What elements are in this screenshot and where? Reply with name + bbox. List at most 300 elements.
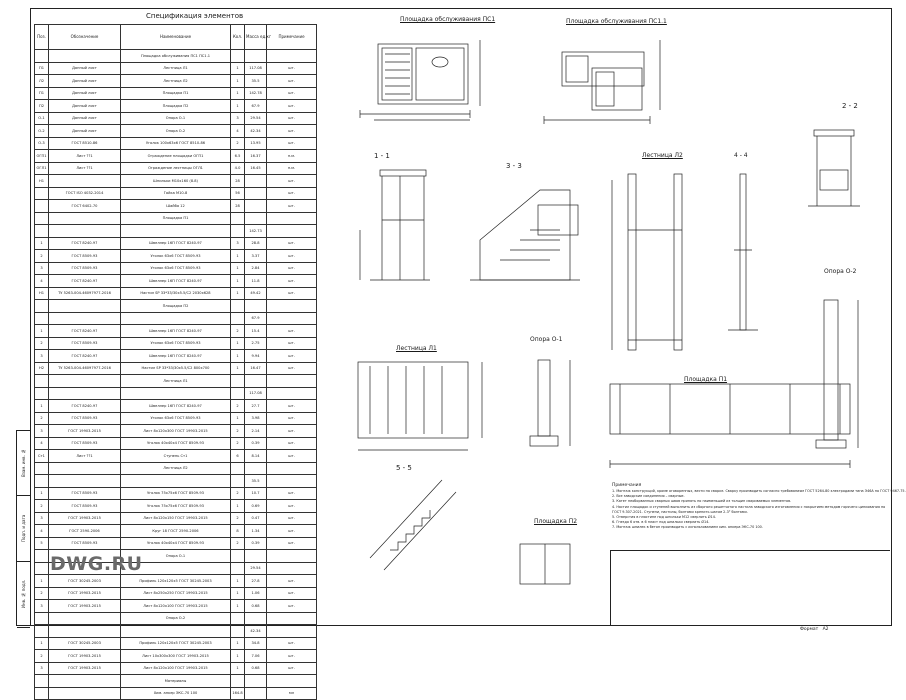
spec-cell: Ограждение лестницы ОГЛ1 <box>121 162 231 175</box>
spec-cell: ТУ 5263-004-46097977-2016 <box>49 362 121 375</box>
spec-cell <box>35 687 49 700</box>
view-title-l1: Лестница Л1 <box>396 345 437 352</box>
spec-cell: Настил SP 33*33/30х5.5/С2 2030х628 <box>121 287 231 300</box>
spec-cell: 1 <box>231 75 245 88</box>
spec-cell <box>231 300 245 313</box>
spec-cell <box>35 675 49 688</box>
spec-cell <box>231 50 245 63</box>
spec-row <box>35 362 317 375</box>
spec-cell: ГОСТ 8509-93 <box>49 487 121 500</box>
spec-cell: Лист 8х120х150 ГОСТ 19903-2015 <box>121 512 231 525</box>
spec-cell <box>245 300 267 313</box>
spec-cell: 142.73 <box>245 225 267 238</box>
spec-cell: 6 <box>231 450 245 463</box>
spec-cell: ОГЛ1 <box>35 162 49 175</box>
spec-cell: 2 <box>35 337 49 350</box>
spec-cell: ГОСТ 8240-97 <box>49 400 121 413</box>
spec-cell <box>267 50 317 63</box>
spec-cell <box>267 475 317 488</box>
notes-block <box>612 482 906 531</box>
spec-cell <box>231 375 245 388</box>
section-2-2 <box>808 130 860 206</box>
spec-cell: ГОСТ 19903-2015 <box>49 662 121 675</box>
title-block <box>610 550 890 626</box>
spec-cell: 49.42 <box>245 287 267 300</box>
spec-cell: Лист ??1 <box>49 150 121 163</box>
spec-section-row <box>35 462 317 475</box>
spec-section-row <box>35 300 317 313</box>
spec-cell: шт. <box>267 537 317 550</box>
spec-cell: 3.37 <box>245 250 267 263</box>
spec-cell: 1.34 <box>245 525 267 538</box>
spec-cell: 3 <box>231 112 245 125</box>
spec-row <box>35 437 317 450</box>
spec-cell: шт. <box>267 275 317 288</box>
spec-row <box>35 387 317 400</box>
spec-cell: 0.69 <box>245 500 267 513</box>
spec-cell: шт. <box>267 125 317 138</box>
section-1-1 <box>360 170 430 280</box>
spec-cell: ГОСТ 8240-97 <box>49 325 121 338</box>
spec-cell: 15.4 <box>245 325 267 338</box>
spec-cell: Шайба 12 <box>121 200 231 213</box>
spec-cell <box>231 462 245 475</box>
spec-cell: П1 <box>35 87 49 100</box>
spec-section-row <box>35 212 317 225</box>
spec-row <box>35 500 317 513</box>
spec-cell: ГОСТ 8509-93 <box>49 500 121 513</box>
view-title-2-2: 2 - 2 <box>842 102 858 110</box>
spec-cell: 3 <box>35 425 49 438</box>
spec-cell: шт. <box>267 175 317 188</box>
spec-cell <box>267 212 317 225</box>
spec-cell: 2 <box>35 587 49 600</box>
spec-cell: ГОСТ 8509-93 <box>49 537 121 550</box>
spec-cell: Круг 18 ГОСТ 2590-2006 <box>121 525 231 538</box>
spec-cell <box>35 200 49 213</box>
view-title-3-3: 3 - 3 <box>506 162 522 170</box>
spec-cell: 1 <box>231 637 245 650</box>
spec-cell: 4 <box>35 275 49 288</box>
spec-cell: 35.5 <box>245 475 267 488</box>
spec-cell: 10.7 <box>245 487 267 500</box>
spec-cell: 8.14 <box>245 450 267 463</box>
spec-cell: ГОСТ 19903-2015 <box>49 512 121 525</box>
spec-cell: 13.95 <box>245 137 267 150</box>
spec-cell: 2 <box>35 250 49 263</box>
spec-cell <box>49 300 121 313</box>
spec-cell <box>121 625 231 638</box>
spec-section-title: Опора О-1 <box>121 550 231 563</box>
spec-cell: 1 <box>231 650 245 663</box>
spec-cell: Профиль 120х120х5 ГОСТ 30245-2003 <box>121 637 231 650</box>
spec-cell: Л2 <box>35 75 49 88</box>
spec-cell: 1 <box>35 575 49 588</box>
spec-cell: 8 <box>231 525 245 538</box>
spec-cell: Данный лист <box>49 75 121 88</box>
spec-row <box>35 525 317 538</box>
spec-row <box>35 162 317 175</box>
spec-cell <box>35 612 49 625</box>
spec-section-title: Площадка П1 <box>121 212 231 225</box>
spec-cell: 2.84 <box>245 262 267 275</box>
support-o2 <box>816 300 858 448</box>
spec-row <box>35 637 317 650</box>
spec-cell: 34.8 <box>245 637 267 650</box>
spec-cell <box>267 300 317 313</box>
spec-cell <box>267 625 317 638</box>
notes-title: Примечания <box>612 483 642 488</box>
spec-cell: Лестница Л1 <box>121 62 231 75</box>
spec-header-cell: Кол. <box>231 25 245 50</box>
spec-cell: Данный лист <box>49 125 121 138</box>
spec-cell: шт. <box>267 250 317 263</box>
spec-cell: 35.5 <box>245 75 267 88</box>
spec-cell: Лист ??1 <box>49 450 121 463</box>
spec-row <box>35 625 317 638</box>
spec-cell <box>231 625 245 638</box>
spec-cell <box>231 675 245 688</box>
spec-row <box>35 575 317 588</box>
format-label <box>800 627 829 632</box>
spec-cell: шт. <box>267 112 317 125</box>
spec-row <box>35 600 317 613</box>
spec-cell <box>267 562 317 575</box>
spec-cell <box>49 387 121 400</box>
spec-cell: 117.08 <box>245 387 267 400</box>
view-title-ps11: Площадка обслуживания ПС1.1 <box>566 18 667 25</box>
spec-cell: Н2 <box>35 362 49 375</box>
spec-cell: 2 <box>231 400 245 413</box>
spec-cell: 2 <box>231 325 245 338</box>
spec-cell: 2 <box>35 500 49 513</box>
view-title-5-5: 5 - 5 <box>396 464 412 472</box>
spec-cell <box>49 462 121 475</box>
spec-cell: ГОСТ 8240-97 <box>49 350 121 363</box>
spec-cell: ГОСТ 8509-93 <box>49 437 121 450</box>
spec-cell <box>245 50 267 63</box>
spec-cell: Уголок 75х75х6 ГОСТ 8509-93 <box>121 487 231 500</box>
spec-cell: 11.8 <box>245 275 267 288</box>
spec-cell: ГОСТ ISO 4032-2014 <box>49 187 121 200</box>
spec-row <box>35 87 317 100</box>
spec-cell: 56 <box>231 187 245 200</box>
spec-cell: 2 <box>231 437 245 450</box>
spec-cell: Опора О-2 <box>121 125 231 138</box>
spec-row <box>35 325 317 338</box>
spec-cell: 3.98 <box>245 412 267 425</box>
spec-cell: ГОСТ 8240-97 <box>49 275 121 288</box>
spec-cell: 1 <box>231 287 245 300</box>
spec-cell: 16.37 <box>245 150 267 163</box>
spec-cell: 42.34 <box>245 125 267 138</box>
section-3-3 <box>470 190 580 280</box>
spec-cell <box>49 312 121 325</box>
spec-section-title: Лестница Л2 <box>121 462 231 475</box>
spec-cell: ГОСТ 19903-2015 <box>49 587 121 600</box>
spec-cell: ГОСТ 19903-2015 <box>49 650 121 663</box>
spec-cell <box>35 50 49 63</box>
spec-table <box>34 24 317 700</box>
spec-cell: 0.39 <box>245 437 267 450</box>
spec-cell: Лист 10х300х300 ГОСТ 19903-2015 <box>121 650 231 663</box>
sidebar-stamp <box>16 430 30 626</box>
spec-cell: шт. <box>267 237 317 250</box>
view-title-p2: Площадка П2 <box>534 518 578 525</box>
spec-cell <box>245 212 267 225</box>
spec-cell: 28.8 <box>245 237 267 250</box>
spec-cell: 117.08 <box>245 62 267 75</box>
spec-cell <box>121 312 231 325</box>
spec-cell: 3 <box>35 262 49 275</box>
spec-cell: 4 <box>35 525 49 538</box>
format-label-text: Формат <box>800 627 819 632</box>
spec-cell: шт. <box>267 587 317 600</box>
spec-cell <box>267 225 317 238</box>
spec-cell <box>245 375 267 388</box>
spec-cell: ГОСТ 19903-2015 <box>49 600 121 613</box>
plan-ps1 <box>360 40 480 120</box>
spec-cell <box>267 375 317 388</box>
spec-cell: 3 <box>35 662 49 675</box>
spec-section-title: Площадка П2 <box>121 300 231 313</box>
spec-cell: Н1 <box>35 175 49 188</box>
spec-row <box>35 275 317 288</box>
spec-cell <box>231 550 245 563</box>
spec-cell: Уголок 75х75х6 ГОСТ 8509-93 <box>121 500 231 513</box>
spec-cell: ТУ 5263-004-46097977-2016 <box>49 287 121 300</box>
spec-body <box>35 50 317 700</box>
spec-cell: 1 <box>231 412 245 425</box>
spec-row <box>35 475 317 488</box>
spec-cell: шт. <box>267 575 317 588</box>
spec-cell <box>245 200 267 213</box>
spec-cell <box>49 687 121 700</box>
spec-cell <box>35 387 49 400</box>
spec-cell: 28 <box>231 200 245 213</box>
spec-cell: шт. <box>267 100 317 113</box>
spec-cell: 1 <box>231 262 245 275</box>
spec-cell: Лист 8х120х100 ГОСТ 19903-2015 <box>121 662 231 675</box>
spec-cell: Площадка П1 <box>121 87 231 100</box>
spec-header-cell: Поз. <box>35 25 49 50</box>
spec-cell: 4 <box>231 125 245 138</box>
view-title-ps1: Площадка обслуживания ПС1 <box>400 16 496 23</box>
spec-cell: Шпильки М10х160 (8.8) <box>121 175 231 188</box>
view-title-o2: Опора О-2 <box>824 268 857 275</box>
spec-row <box>35 175 317 188</box>
spec-cell: 1 <box>35 637 49 650</box>
note-line: 6. Гнездо 6 отв. в 6 пласт под шпильки сверлить Ø14. <box>612 520 710 525</box>
spec-cell: Уголок 40х40х4 ГОСТ 8509-93 <box>121 537 231 550</box>
spec-cell: Уголок 63х6 ГОСТ 8509-93 <box>121 337 231 350</box>
spec-cell: 4 <box>35 437 49 450</box>
spec-row <box>35 350 317 363</box>
spec-cell <box>49 375 121 388</box>
spec-cell: Уголок 40х40х4 ГОСТ 8509-93 <box>121 437 231 450</box>
spec-cell: 2 <box>35 412 49 425</box>
spec-cell: 2 <box>231 425 245 438</box>
spec-cell: шт. <box>267 450 317 463</box>
spec-row <box>35 512 317 525</box>
spec-section-title: Материалы <box>121 675 231 688</box>
spec-cell: Лист 8х250х250 ГОСТ 19903-2015 <box>121 587 231 600</box>
spec-cell: 3 <box>35 350 49 363</box>
spec-row <box>35 62 317 75</box>
spec-cell: шт. <box>267 87 317 100</box>
spec-cell: 1 <box>231 600 245 613</box>
format-value: А2 <box>822 627 829 632</box>
spec-cell: 6.5 <box>231 150 245 163</box>
spec-cell: шт. <box>267 337 317 350</box>
spec-row <box>35 687 317 700</box>
spec-cell: шт. <box>267 662 317 675</box>
spec-cell: 1 <box>231 337 245 350</box>
spec-cell: Швеллер 16П ГОСТ 8240-97 <box>121 237 231 250</box>
watermark-logo: DWG.RU <box>50 553 143 575</box>
spec-cell <box>231 225 245 238</box>
spec-cell: 67.9 <box>245 312 267 325</box>
spec-cell: шт. <box>267 62 317 75</box>
spec-row <box>35 450 317 463</box>
spec-cell: 2 <box>231 512 245 525</box>
spec-cell: 5 <box>35 537 49 550</box>
spec-header-cell: Примечание <box>267 25 317 50</box>
spec-cell: ГОСТ 6402-70 <box>49 200 121 213</box>
spec-cell <box>267 312 317 325</box>
spec-cell: 1 <box>231 250 245 263</box>
spec-cell: Швеллер 16П ГОСТ 8240-97 <box>121 400 231 413</box>
note-line: 7. Монтаж шпилек в бетон производить с использованием хим. анкера ЭКС-70 100. <box>612 525 763 530</box>
spec-cell: Швеллер 16П ГОСТ 8240-97 <box>121 350 231 363</box>
spec-cell: ГОСТ 30245-2003 <box>49 575 121 588</box>
spec-cell: О-2 <box>35 125 49 138</box>
spec-cell: 3 <box>231 237 245 250</box>
spec-cell <box>49 212 121 225</box>
spec-cell: 0.47 <box>245 512 267 525</box>
spec-cell: шт. <box>267 487 317 500</box>
spec-cell: шт. <box>267 362 317 375</box>
spec-cell: 164.8 <box>231 687 245 700</box>
spec-row <box>35 587 317 600</box>
spec-cell: О-3 <box>35 137 49 150</box>
spec-cell: Уголок 63х6 ГОСТ 8509-93 <box>121 250 231 263</box>
note-line: 3. Катет необорванных сварных швов принять по наименьшей из толщин свариваемых элементов. <box>612 499 792 504</box>
spec-cell: 2 <box>231 537 245 550</box>
spec-cell: 1 <box>231 575 245 588</box>
spec-cell: 1 <box>231 500 245 513</box>
spec-cell <box>35 562 49 575</box>
spec-row <box>35 237 317 250</box>
spec-cell: 3 <box>35 512 49 525</box>
spec-header-cell: Масса ед.кг <box>245 25 267 50</box>
sidebar-cell: Инв. № подл. <box>17 561 30 628</box>
spec-cell: шт. <box>267 75 317 88</box>
spec-cell <box>35 312 49 325</box>
spec-cell <box>267 387 317 400</box>
spec-cell: шт. <box>267 637 317 650</box>
spec-cell <box>121 225 231 238</box>
spec-cell: 28 <box>231 175 245 188</box>
spec-cell: Лист ??1 <box>49 162 121 175</box>
spec-cell: 9.94 <box>245 350 267 363</box>
spec-cell: 42.34 <box>245 625 267 638</box>
spec-cell: Настил SP 33*33/30х5.5/С2 800х700 <box>121 362 231 375</box>
spec-section-title: Лестница Л1 <box>121 375 231 388</box>
spec-cell: 1 <box>231 350 245 363</box>
ladder-l2 <box>612 174 682 350</box>
spec-section-title: Площадка обслуживания ПС1 ПС1.1 <box>121 50 231 63</box>
spec-header-row <box>35 25 317 50</box>
spec-cell: Ступень Ст1 <box>121 450 231 463</box>
spec-cell: Уголок 100х63х6 ГОСТ 8510-86 <box>121 137 231 150</box>
spec-cell: 1 <box>35 325 49 338</box>
spec-header-cell: Наименование <box>121 25 231 50</box>
spec-row <box>35 400 317 413</box>
spec-cell: 1 <box>231 587 245 600</box>
spec-row <box>35 412 317 425</box>
spec-cell <box>35 462 49 475</box>
spec-cell: 2 <box>35 650 49 663</box>
spec-cell: 16.45 <box>245 162 267 175</box>
spec-row <box>35 200 317 213</box>
spec-cell: Данный лист <box>49 100 121 113</box>
spec-cell: 29.54 <box>245 112 267 125</box>
spec-cell: Площадка П2 <box>121 100 231 113</box>
spec-cell: шт. <box>267 437 317 450</box>
view-title-4-4: 4 - 4 <box>734 152 748 159</box>
spec-row <box>35 662 317 675</box>
spec-cell: шт. <box>267 400 317 413</box>
spec-cell: шт. <box>267 650 317 663</box>
spec-cell: 27.8 <box>245 575 267 588</box>
plan-ps11 <box>544 40 660 124</box>
spec-cell <box>121 387 231 400</box>
view-title-1-1: 1 - 1 <box>374 152 390 160</box>
spec-cell: 1 <box>35 487 49 500</box>
spec-cell: п.м. <box>267 162 317 175</box>
spec-cell <box>121 475 231 488</box>
spec-cell <box>245 612 267 625</box>
spec-cell: 29.54 <box>245 562 267 575</box>
spec-cell: шт. <box>267 287 317 300</box>
sidebar-cell: Подп. и дата <box>17 495 30 562</box>
spec-cell <box>245 187 267 200</box>
spec-row <box>35 537 317 550</box>
spec-row <box>35 225 317 238</box>
spec-cell: 1 <box>231 275 245 288</box>
spec-cell <box>245 675 267 688</box>
spec-cell: 27.7 <box>245 400 267 413</box>
spec-row <box>35 75 317 88</box>
spec-cell <box>231 212 245 225</box>
spec-cell <box>35 475 49 488</box>
spec-cell: Гайка М10-8 <box>121 187 231 200</box>
spec-cell: 7.06 <box>245 650 267 663</box>
spec-cell <box>49 675 121 688</box>
spec-cell: Лист 8х120х100 ГОСТ 19903-2015 <box>121 600 231 613</box>
spec-cell: 1 <box>231 662 245 675</box>
spec-cell <box>231 475 245 488</box>
spec-cell: шт. <box>267 350 317 363</box>
spec-section-row <box>35 675 317 688</box>
spec-cell <box>49 225 121 238</box>
spec-cell <box>231 612 245 625</box>
spec-cell <box>49 625 121 638</box>
view-title-o1: Опора О-1 <box>530 336 563 343</box>
note-line: 5. Отверстия в пластине под шпильки М12 сверлить Ø14. <box>612 515 716 520</box>
spec-cell: 1 <box>231 62 245 75</box>
